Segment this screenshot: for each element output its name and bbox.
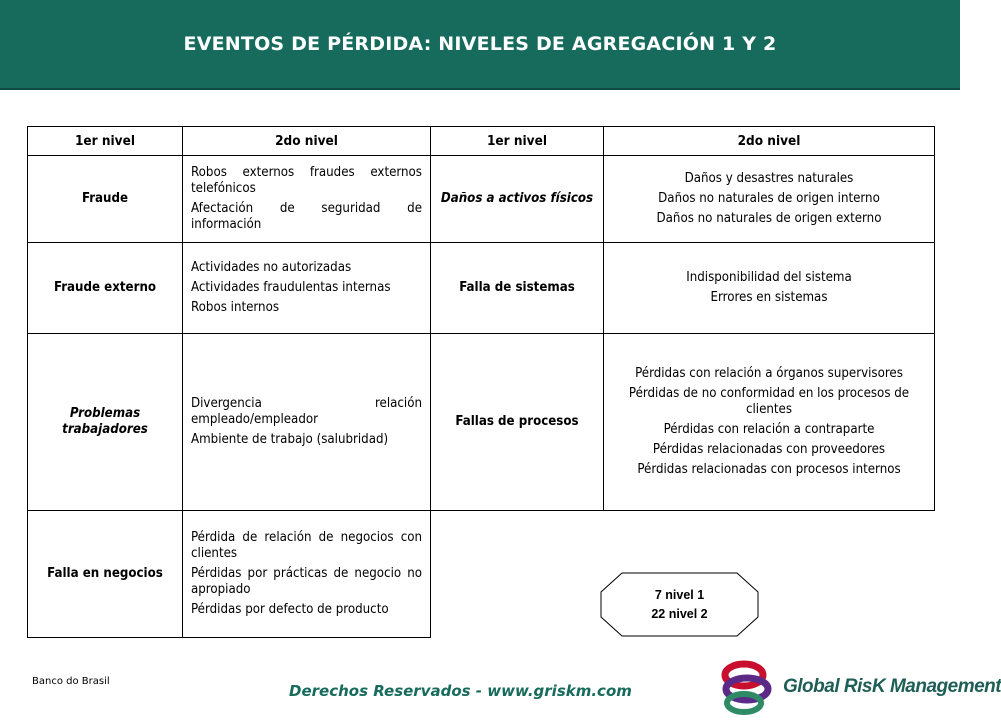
- level2-cell: [183, 334, 431, 511]
- level2-item: Pérdida de relación de negocios con clientes: [191, 530, 422, 562]
- column-header: 2do nivel: [604, 127, 935, 156]
- loss-events-table: [27, 126, 935, 638]
- level2-item: Robos internos: [191, 299, 280, 315]
- level1-cell: Fallas de procesos: [431, 334, 604, 511]
- level2-item: Pérdidas con relación a órganos supervisores: [635, 366, 903, 382]
- level2-item: Indisponibilidad del sistema: [686, 270, 852, 286]
- level2-cell: [183, 511, 431, 638]
- level2-item: Actividades fraudulentas internas: [191, 280, 391, 296]
- level2-item: Pérdidas de no conformidad en los procesos de clientes: [628, 386, 910, 418]
- source-note: Banco do Brasil: [32, 676, 110, 687]
- logo-wordmark: Global RisK Management: [783, 676, 1001, 697]
- level2-item: Afectación de seguridad de información: [191, 201, 422, 232]
- column-header: 1er nivel: [28, 127, 183, 156]
- level2-item: Divergencia relación empleado/empleador: [191, 396, 422, 428]
- level2-item: Daños no naturales de origen externo: [656, 210, 882, 226]
- summary-level2-count: 22 nivel 2: [651, 606, 708, 621]
- level2-cell: [183, 243, 431, 334]
- level2-item: Pérdidas relacionadas con procesos internos: [637, 461, 901, 477]
- level2-item: Daños y desastres naturales: [684, 171, 854, 187]
- table-row: [28, 243, 935, 334]
- table-row: [28, 511, 935, 638]
- level1-cell: Problemas trabajadores: [28, 334, 183, 511]
- column-header: 1er nivel: [431, 127, 604, 156]
- footer-copyright: Derechos Reservados - www.griskm.com: [289, 682, 632, 700]
- level2-cell: [604, 156, 935, 243]
- level2-cell: [183, 156, 431, 243]
- level1-cell: Falla en negocios: [28, 511, 183, 638]
- summary-level1-count: 7 nivel 1: [654, 587, 705, 602]
- title-banner: [0, 0, 960, 90]
- level2-item: Pérdidas por defecto de producto: [191, 601, 389, 617]
- level2-item: Ambiente de trabajo (salubridad): [191, 431, 389, 447]
- level2-item: Pérdidas con relación a contraparte: [663, 422, 875, 437]
- global-risk-logo-icon: [713, 658, 783, 716]
- table-header-row: [28, 127, 935, 156]
- level2-cell: [604, 334, 935, 511]
- level2-item: Daños no naturales de origen interno: [658, 191, 880, 207]
- level2-item: Actividades no autorizadas: [191, 260, 352, 276]
- level1-cell: Fraude: [28, 156, 183, 243]
- level1-cell: Fraude externo: [28, 243, 183, 334]
- company-logo: [713, 658, 1001, 716]
- level2-item: Pérdidas por prácticas de negocio no apropiado: [191, 566, 422, 597]
- level2-cell: [604, 243, 935, 334]
- column-header: 2do nivel: [183, 127, 431, 156]
- summary-octagon: [600, 572, 759, 637]
- level1-cell: Daños a activos físicos: [431, 156, 604, 243]
- table-row: [28, 334, 935, 511]
- level2-item: Errores en sistemas: [710, 290, 828, 305]
- page-title: EVENTOS DE PÉRDIDA: NIVELES DE AGREGACIÓN 1 Y 2: [183, 33, 777, 55]
- level2-item: Pérdidas relacionadas con proveedores: [652, 441, 886, 457]
- table-row: [28, 156, 935, 243]
- level2-item: Robos externos fraudes externos telefónicos: [191, 165, 422, 197]
- level1-cell: Falla de sistemas: [431, 243, 604, 334]
